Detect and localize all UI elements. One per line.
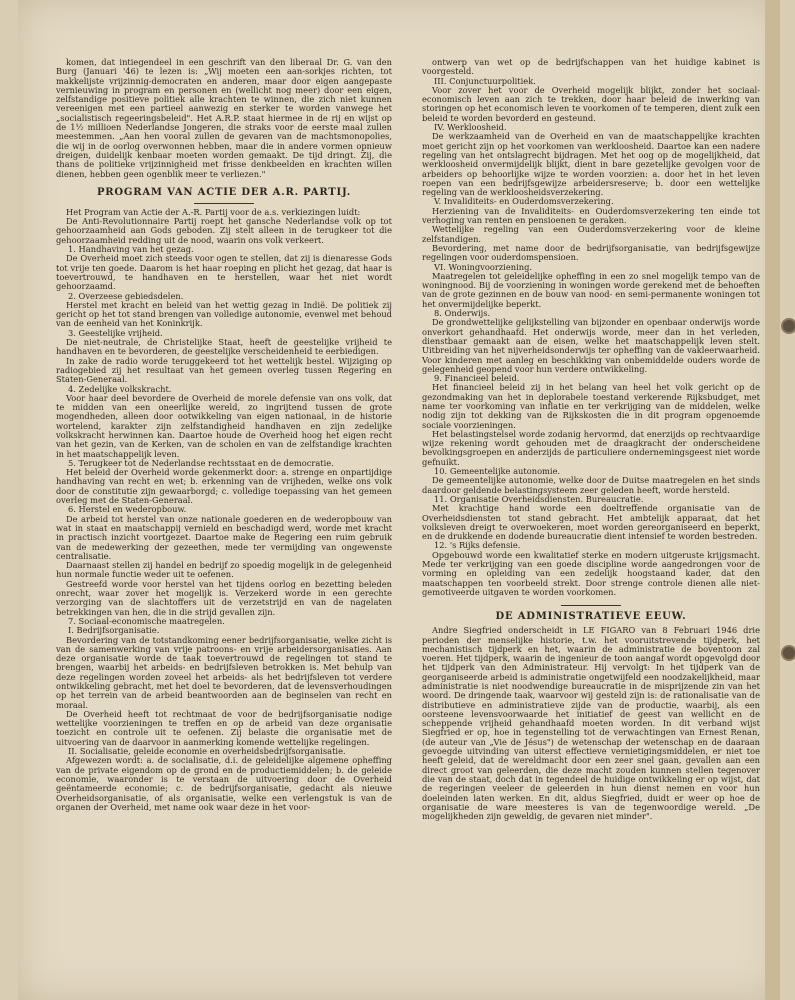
item-heading: V. Invaliditeits- en Ouderdomsverzekering. [434,196,614,207]
paragraph: ontwerp van wet op de bedrijfschappen van het huidige kabinet is voorgesteld. [422,57,760,77]
paragraph: De Overheid heeft tot rechtmaat de voor de bedrijfsorganisatie nodige wettelijke voorzieningen te treffen en op de arbeid van deze organisatie toezicht en controle uit te oefenen. Zij belaste die organisatie met de uitvoering van de daarvoor in aanmerking komende wettelijke regelingen. [56,708,392,747]
item-heading: 5. Terugkeer tot de Nederlandse rechtsstaat en de democratie. [68,457,334,468]
item-heading: 6. Herstel en wederopbouw. [68,504,187,515]
paragraph: Opgebouwd worde een kwalitatief sterke en modern uitgeruste krijgsmacht. Mede ter verkrijging van een goede discipline worde aangedrongen voor de vorming en opleiding van een zedelijk hoogstaand kader, dat den maatschappen ten voorbeeld strekt. Door strenge controle dienen alle niet-gemotiveerde uitgaven te worden voorkomen. [422,549,760,597]
title-rule [561,605,621,606]
paragraph: De gemeentelijke autonomie, welke door de Duitse maatregelen en het sinds daardoor geldende belastingsysteem zeer geleden heeft, worde hersteld. [422,475,760,495]
item-heading: 9. Financieel beleid. [434,373,520,384]
section-title: PROGRAM VAN ACTIE DER A.R. PARTIJ. [56,187,392,204]
item-heading: III. Conjunctuurpolitiek. [434,75,536,86]
item-heading: 11. Organisatie Overheidsdiensten. Bureaucratie. [434,493,644,504]
item-heading: 10. Gemeentelijke autonomie. [434,466,561,477]
item-heading: II. Socialisatie, geleide economie en overheidsbedrijfsorganisatie. [68,746,346,757]
paragraph: De Overheid moet zich steeds voor ogen te stellen, dat zij is dienaresse Gods tot vrije ten goede. Daarom is het haar roeping en plicht het gezag, dat haar is toevertrouwd, te handhaven en te herstellen, waar het niet wordt gehoorzaamd. [56,253,392,292]
paragraph: Afgewezen wordt: a. de socialisatie, d.i. de geleidelijke algemene opheffing van de private eigendom op de grond en de productiemiddelen; b. de geleide economie, waaronder is te verstaan de uitvoering door de Overheid geëntameerde economie; c. de bedrijfsorganisatie, gedacht als nieuwe Overheidsorganisatie, of als organisatie, welke een verlengstuk is van de organen der Overheid, met name ook waar deze in het voor- [56,755,392,812]
item-heading: IV. Werkloosheid. [434,122,507,133]
item-heading: I. Bedrijfsorganisatie. [68,625,160,636]
paragraph: Maatregelen tot geleidelijke opheffing in een zo snel mogelijk tempo van de woningnood. Bij de voorziening in woningen worde gerekend met de behoeften van de grote gezinnen en de bouw van nood- en semi-permanente woningen tot het onvermijdelijke beperkt. [422,270,760,309]
item-heading: 4. Zedelijke volkskracht. [68,383,172,394]
item-heading: 8. Onderwijs. [434,308,491,319]
document-page [18,0,780,1000]
paragraph: Gestreefd worde voor herstel van het tijdens oorlog en bezetting beleden onrecht, waar zover het mogelijk is. Verzekerd worde in een gerechte verzorging van de slachtoffers uit de verzetstrijd en van de nagelaten betrekkingen van hen, die in die strijd gevallen zijn. [56,578,392,617]
section-title: DE ADMINISTRATIEVE EEUW. [422,605,760,622]
paragraph: De niet-neutrale, de Christelijke Staat, heeft de geestelijke vrijheid te handhaven en te bevorderen, de geestelijke verscheidenheid te eerbiedigen. [56,337,392,357]
paragraph: In zake de radio worde teruggekeerd tot het wettelijk bestel. Wijziging op radiogebied zij het resultaat van het gemeen overleg tussen Regering en Staten-Generaal. [56,355,392,385]
item-heading: 3. Geestelijke vrijheid. [68,327,163,338]
item-heading: 2. Overzeese gebiedsdelen. [68,290,184,301]
right-column [422,58,760,821]
paragraph: De grondwettelijke gelijkstelling van bijzonder en openbaar onderwijs worde onverkort gehandhaafd. Het onderwijs worde, meer dan in het verleden, dienstbaar gemaakt aan de eisen, welke het maatschappelijk leven stelt. Uitbreiding van het nijverheidsonderwijs ter opheffing van de vakleerwaarheid. Voor kinderen met aanleg en beschikking van onbemiddelde ouders worde de gelegenheid geopend voor hun verdere ontwikkeling. [422,317,760,374]
paragraph: Herziening van de Invaliditeits- en Ouderdomsverzekering ten einde tot verhoging van renten en pensioenen te geraken. [422,205,760,226]
paragraph: Het Program van Actie der A.-R. Partij voor de a.s. verkiezingen luidt: [66,206,361,217]
paragraph: Daarnaast stellen zij handel en bedrijf zo spoedig mogelijk in de gelegenheid hun normale functie weder uit te oefenen. [56,560,392,580]
paragraph: Voor zover het voor de Overheid mogelijk blijkt, zonder het sociaal-economisch leven aan zich te trekken, door haar beleid de inwerking van storingen op het economisch leven te voorkomen of te temperen, dient zulk een beleid te worden bevorderd en gesteund. [422,84,760,123]
paragraph: De Anti-Revolutionnaire Partij roept het gansche Nederlandse volk op tot gehoorzaamheid aan Gods geboden. Zij stelt alleen in de terugkeer tot die gehoorzaamheid redding uit de nood, waarin ons volk verkeert. [56,216,392,245]
paragraph: Het beleid der Overheid worde gekenmerkt door: a. strenge en onpartijdige handhaving van recht en wet; b. erkenning van de vrijheden, welke ons volk door de constitutie zijn gewaarborgd; c. volledige toepassing van het gemeen overleg met de Staten-Generaal. [56,467,392,506]
paragraph: Het financieel beleid zij in het belang van heel het volk gericht op de gezondmaking van het in deplorabele toestand verkerende Rijksbudget, met name ter voorkoming van inflatie en ter verkrijging van de middelen, welke nodig zijn tot dekking van de Rijkskosten die in dit program opgenoemde sociale voorzieningen. [422,382,760,430]
punch-hole [781,645,795,661]
paragraph: Voor haar deel bevordere de Overheid de morele defensie van ons volk, dat te midden van een oneerlijke wereld, zo ingrijtend tussen de grote mogendheden, alleen door ootwikkeling van eigen nationaal, in de historie wortelend, karakter zijn zelfstandigheid handhaven en zijn zedelijke volkskracht herwinnen kan. Daartoe houde de Overheid hoog het eigen recht van het gezin, van de Kerken, van de scholen en van de zelfstandige krachten in het maatschappelijk leven. [56,392,392,459]
paragraph: Bevordering van de totstandkoming eener bedrijfsorganisatie, welke zicht is van de samenwerking van vrije patroons- en vrije arbeidersorganisaties. Aan deze organisatie worde de taak toevertrouwd de regelingen tot stand te brengen, waarbij het arbeids- en bedrijfsleven betrokken is. Met behulp van deze regelingen worden zoveel het arbeids- als het bedrijfsleven tot verdere ontwikkeling gebracht, met het doel te bevorderen, dat de levensverhoudingen op het terrein van de arbeid beantwoorden aan de beginselen van recht en moraal. [56,634,392,710]
paragraph: Herstel met kracht en beleid van het wettig gezag in Indië. De politiek zij gericht op het tot stand brengen van volledige autonomie, evenwel met behoud van de eenheid van het Koninkrijk. [56,299,392,329]
item-heading: VI. Woningvoorziening. [434,261,533,272]
title-rule [194,203,254,204]
paragraph: Met krachtige hand worde een doeltreffende organisatie van de Overheidsdiensten tot stand gebracht. Het ambtelijk apparaat, dat het volksleven dreigt te overwoekeren, moet worden gereorganiseerd en beperkt, en de drukkende en dodende bureaucratie dient intensief te worden bestreden. [422,503,760,542]
closing-paragraph: Andre Siegfried onderscheidt in LE FIGARO van 8 Februari 1946 drie perioden der menselijke historie, t.w. het vooruitstrevende tijdperk, het mechanistisch tijdperk en het, waarin de administratie de boventoon zal voeren. Het tijdperk, waarin de ingenieur de toon aangaf wordt opgevolgd door het tijdperk van den Administrateur. Hij vervolgt: In het tijdperk van de georganiseerde arbeid is administratie ongetwijfeld een noodzakelijkheid, maar administratie is niet noodwendige bureaucratie in de misprijzende zin van het woord. De dringende taak, waarvoor wij gesteld zijn is: de rationalisatie van de distributieve en administratieve zijde van de productie, waarbij, als een oorsteene levensvoorwaarde het initiatief de geest van wellicht en de scheppende vrijheid gehandhaafd moeten worden. In dit verband wijst Siegfried er op, hoe in tegenstelling tot de verwachtingen van Ernest Renan, (de auteur van „Vie de Jésus") de wetenschap der wetenschap en de daaraan gevoegde uitvinding van uiterst effectieve vernietigingsmiddelen, er niet toe heeft geleid, dat de wereldmacht door een zeer snel gaan, gevallen aan een direct groot van geleerden, die deze macht zouden kunnen stellen tegenover die van de staat, doch dat in tegendeel de huidige ontwikkeling er op wijst, dat de regeringen veeleer de geleerden in hun dienst nemen en voor hun doeleinden laten werken. En dit, aldus Siegfried, duidt er weer op hoe de organisatie de ware meesteres is van de tegenwoordige wereld. „De mogelijkheden zijn geweldig, de gevaren niet minder". [422,625,760,822]
paragraph: De werkzaamheid van de Overheid en van de maatschappelijke krachten moet gericht zijn op het voorkomen van werkloosheid. Daartoe kan een nadere regeling van het ontslagrecht bijdragen. Met het oog op de mogelijkheid, dat werkloosheid onvermijdelijk blijkt, dient in bare gezetelijke gevolgen voor de arbeiders op behoorlijke wijze te worden voorzien: a. door het in het leven roepen van een bedrijfsgewijze arbeidersreserve; b. door een wettelijke regeling van de werkloosheidsverzekering. [422,131,760,198]
paragraph: De arbeid tot herstel van onze nationale goederen en de wederopbouw van wat in staat en maatschappij vernield en beschadigd werd, worde met kracht in practisch inzicht voortgezet. Daartoe make de Regering een ruim gebruik van de medewerking der gezeethen, mede ter vermijding van ongewenste centralisatie. [56,513,392,561]
item-heading: 7. Sociaal-economische maatregelen. [68,615,225,626]
paragraph: Het belastingstelsel worde zodanig hervormd, dat enerzijds op rechtvaardige wijze rekening wordt gehouden met de draagkracht der onderscheidene bevolkingsgroepen en anderzijds de particuliere ondernemingsgeest niet worde gefnuikt. [422,428,760,467]
paragraph: Bevordering, met name door de bedrijfsorganisatie, van bedrijfsgewijze regelingen voor ouderdomspensioen. [422,242,760,263]
item-heading: 1. Handhaving van het gezag. [68,244,194,255]
paragraph: Wettelijke regeling van een Ouderdomsverzekering voor de kleine zelfstandigen. [422,224,760,244]
page-edge [765,0,780,1000]
item-heading: 12. 's Rijks defensie. [434,540,521,551]
punch-hole [781,318,795,334]
left-column [56,58,392,812]
intro-paragraph: komen, dat intiegendeel in een geschrift van den liberaal Dr. G. van den Burg (Januari '46) te lezen is: „Wij moeten een aan-sorkjes richten, tot makkelijste vrijzinnig-democraten en anderen, maar door eigen aangepaste vernieuwing in program en personen en (wellicht nog meer) door een eigen, zelfstandige positieve politiek alle krachten te winnen, die zich niet kunnen vereenigen met een partieel aanwezig en sterker te worden vanwege het „socialistisch regeeringsbeleid". Het A.R.P. staat hiermee in de rij en wijst op de 1½ millioen Nederlandse Jongeren, die straks voor de eerste maal zullen meestemmen. „Aan hen vooral zullen de gevaren van de machtsmonopolies, die wij in de oorlog overwonnen hebben, maar die in andere vormen opnieuw dreigen, duidelijk kenbaar moeten worden gemaakt. De tijd dringt. Zij, die thans de politieke vrijzinnigheid met frisse denkbeelden en krachten willen dienen, hebben geen ogenblik meer te verliezen." [56,57,392,179]
